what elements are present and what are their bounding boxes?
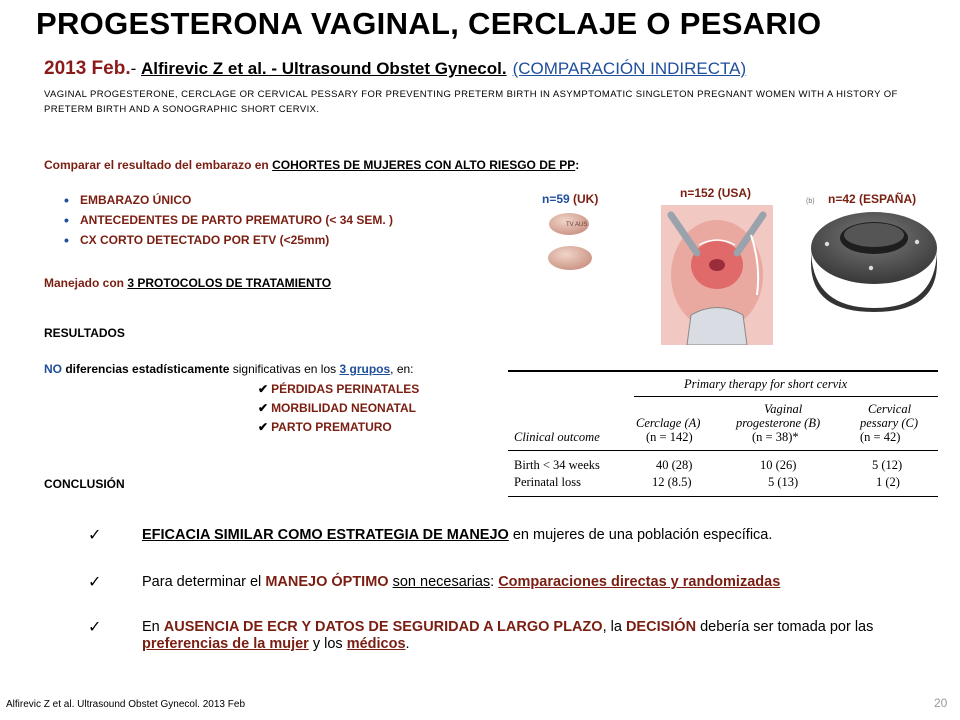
column-header: progesterone (B) [736, 416, 821, 430]
uk-place: (UK) [569, 192, 599, 206]
check-icon: ✓ [88, 574, 102, 591]
table-cell: 12 (8.5) [652, 475, 692, 489]
table-cell: 10 (26) [760, 458, 797, 472]
conclusion-heading: CONCLUSIÓN [44, 477, 125, 491]
conclusion-text: En [142, 619, 164, 635]
check-icon: ✔ [258, 420, 269, 434]
pill-imprint: TV AUS [566, 222, 588, 228]
no-diff-end: , en: [390, 362, 414, 376]
table-mid-rule [508, 450, 938, 451]
table-cell: 1 (2) [876, 475, 900, 489]
citation-dash: - [130, 59, 141, 78]
conclusion-emph: DECISIÓN [625, 619, 697, 635]
usa-label [680, 186, 751, 200]
citation-year: 2013 Feb. [44, 58, 131, 79]
column-header: Cervical [868, 402, 912, 416]
manejo-prefix: Manejado con [44, 276, 128, 290]
row-label-header: Clinical outcome [514, 430, 600, 444]
table-header: Primary therapy for short cervix [684, 377, 848, 391]
progesterone-pills-image [544, 206, 600, 278]
check-icon: ✔ [258, 401, 269, 415]
conclusion-text: : [490, 574, 499, 590]
compare-link: COHORTES DE MUJERES CON ALTO RIESGO DE PP [272, 158, 576, 172]
column-n: (n = 142) [646, 430, 693, 444]
table-top-rule [508, 370, 938, 372]
list-item [258, 399, 419, 418]
list-item: • ANTECEDENTES DE PARTO PREMATURO (< 34 SEM. ) [64, 210, 393, 230]
table-header-rule [634, 396, 938, 397]
no-difference-line [44, 362, 414, 376]
usa-n: n=152 [680, 186, 715, 200]
column-header: Vaginal [764, 402, 803, 416]
list-item: • EMBARAZO ÚNICO [64, 190, 393, 210]
citation [44, 58, 746, 80]
outcome-label: PÉRDIDAS PERINATALES [271, 382, 420, 396]
citation-comparison: (COMPARACIÓN INDIRECTA) [512, 59, 747, 78]
pessary-figure-tag: (b) [806, 198, 815, 205]
conclusion-emph: Comparaciones directas y randomizadas [498, 574, 781, 590]
table-cell: 5 (12) [872, 458, 903, 472]
compare-line [44, 158, 579, 172]
row-label: Birth < 34 weeks [514, 458, 600, 472]
compare-prefix: Comparar el resultado del embarazo en [44, 158, 273, 172]
conclusion-text: Para determinar el [142, 574, 266, 590]
page-number: 20 [934, 696, 948, 710]
results-table [508, 368, 938, 502]
usa-place: (USA) [714, 186, 752, 200]
outcome-list [258, 380, 419, 437]
conclusion-text: en mujeres de una población específica. [508, 527, 773, 543]
conclusion-emph: EFICACIA SIMILAR COMO ESTRATEGIA DE MANEJO [142, 527, 509, 543]
groups-link: 3 grupos [339, 362, 391, 376]
table-cell: 40 (28) [656, 458, 693, 472]
spain-place: (ESPAÑA) [855, 192, 917, 206]
slide-title: PROGESTERONA VAGINAL, CERCLAJE O PESARIO [36, 6, 822, 41]
conclusion-emph: AUSENCIA DE ECR Y DATOS DE SEGURIDAD A LARGO PLAZO [163, 619, 603, 635]
no-diff-mid: significativas en los [229, 362, 340, 376]
conclusion-emph: preferencias de la mujer [142, 636, 309, 652]
conclusion-emph: médicos [346, 636, 406, 652]
inclusion-list [64, 190, 393, 250]
spain-n: n=42 [828, 192, 856, 206]
column-n: (n = 38)* [752, 430, 799, 444]
no-word: NO [44, 362, 62, 376]
check-icon: ✓ [88, 527, 102, 544]
column-header: pessary (C) [860, 416, 918, 430]
conclusion-text: . [405, 636, 410, 652]
cervical-pessary-image [805, 208, 943, 316]
column-n: (n = 42) [860, 430, 901, 444]
table-cell: 5 (13) [768, 475, 799, 489]
conclusion-text: , la [602, 619, 626, 635]
list-item [258, 418, 419, 437]
outcome-label: PARTO PREMATURO [271, 420, 392, 434]
table-bottom-rule [508, 496, 938, 497]
no-diff-bold: diferencias estadísticamente [62, 362, 230, 376]
compare-suffix: : [575, 158, 580, 172]
uk-label [542, 192, 598, 206]
article-subtitle: VAGINAL PROGESTERONE, CERCLAGE OR CERVICAL PESSARY FOR PREVENTING PRETERM BIRTH IN ASYMPTOMATIC SINGLETON PREGNANT WOMEN WITH A HISTORY OF PRETERM BIRTH AND A SONOGRAPHIC SHORT CERVIX. [44, 89, 898, 115]
manejo-line [44, 276, 331, 290]
conclusion-emph: MANEJO ÓPTIMO [265, 574, 389, 590]
conclusion-text: y los [308, 636, 347, 652]
conclusion-text: son necesarias [392, 574, 491, 590]
list-item: • CX CORTO DETECTADO POR ETV (<25mm) [64, 230, 393, 250]
conclusion-text: debería ser tomada por las [696, 619, 874, 635]
results-heading: RESULTADOS [44, 326, 125, 340]
citation-authors: Alfirevic Z et al. - Ultrasound Obstet Gynecol. [141, 59, 507, 78]
footer-reference: Alfirevic Z et al. Ultrasound Obstet Gynecol. 2013 Feb [6, 699, 245, 710]
check-icon: ✔ [258, 382, 269, 396]
outcome-label: MORBILIDAD NEONATAL [271, 401, 416, 415]
list-item [258, 380, 419, 399]
spain-label [828, 192, 916, 206]
uk-n: n=59 [542, 192, 570, 206]
manejo-link: 3 PROTOCOLOS DE TRATAMIENTO [127, 276, 332, 290]
check-icon: ✓ [88, 619, 102, 636]
row-label: Perinatal loss [514, 475, 582, 489]
cerclage-illustration [661, 205, 773, 345]
column-header: Cerclage (A) [636, 416, 701, 430]
